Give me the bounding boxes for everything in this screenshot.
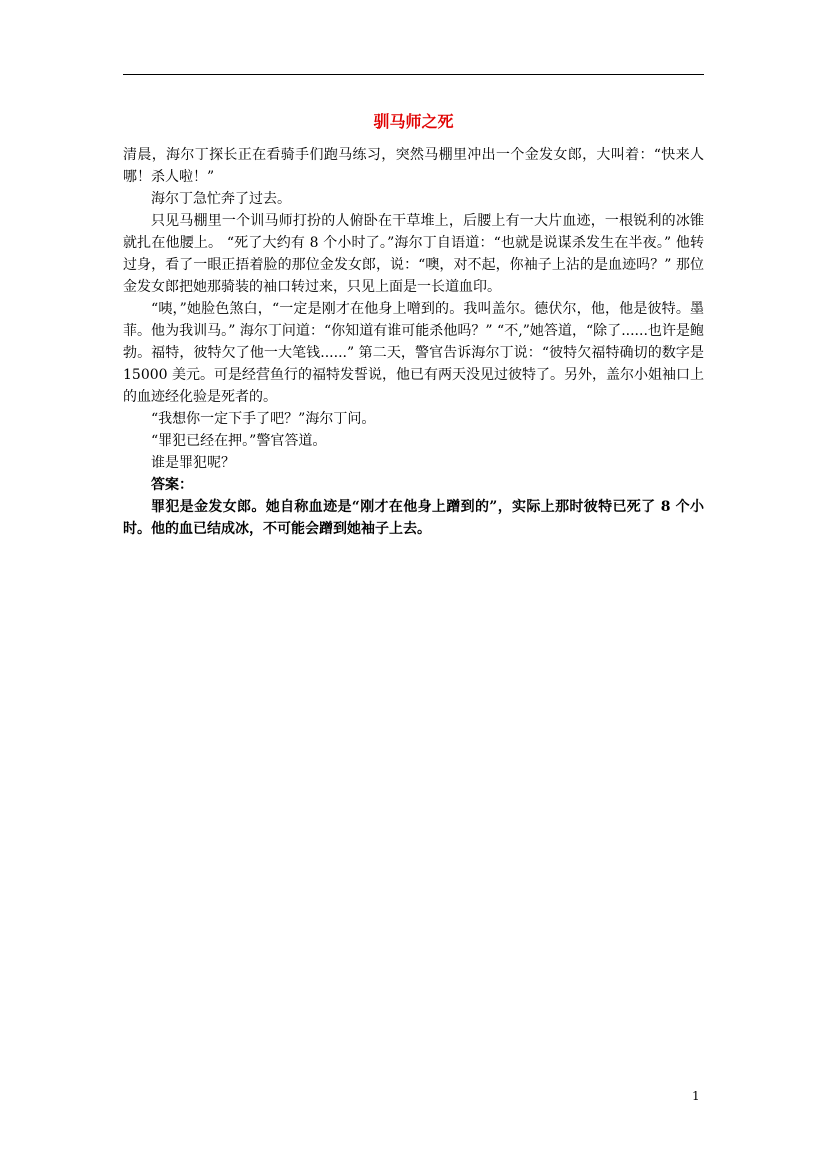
paragraph-5: “我想你一定下手了吧？”海尔丁问。 bbox=[151, 411, 376, 427]
page-number: 1 bbox=[692, 1089, 700, 1103]
page-title: 驯马师之死 bbox=[373, 112, 454, 131]
paragraph-2: 海尔丁急忙奔了过去。 bbox=[151, 191, 291, 207]
paragraph-1: 清晨，海尔丁探长正在看骑手们跑马练习，突然马棚里冲出一个金发女郎，大叫着：“快来人哪！杀人啦！” bbox=[123, 147, 704, 185]
paragraph-4: “咦，”她脸色煞白，“一定是刚才在他身上噌到的。我叫盖尔。德伏尔，他，他是彼特。墨菲。他为我训马。” 海尔丁问道：“你知道有谁可能杀他吗？” “不,”她答道，“除了......也许是鲍勃。福特，彼特欠了他一大笔钱......” 第二天，警官告诉海尔丁说：“彼特欠福特确切的数字是 15000 美元。可是经营鱼行的福特发誓说，他已有两天没见过彼特了。另外，盖尔小姐袖口上的血迹经化验是死者的。 bbox=[123, 301, 704, 405]
header-rule bbox=[123, 74, 704, 75]
document-body bbox=[123, 144, 704, 540]
answer-label: 答案： bbox=[151, 477, 193, 493]
paragraph-6: “罪犯已经在押。”警官答道。 bbox=[151, 433, 327, 449]
question-paragraph: 谁是罪犯呢？ bbox=[151, 455, 235, 471]
answer-text: 罪犯是金发女郎。她自称血迹是“刚才在他身上蹭到的”，实际上那时彼特已死了 8 个小时。他的血已结成冰，不可能会蹭到她袖子上去。 bbox=[123, 499, 704, 537]
paragraph-3: 只见马棚里一个训马师打扮的人俯卧在干草堆上，后腰上有一大片血迹，一根锐利的冰锥就扎在他腰上。 “死了大约有 8 个小时了。”海尔丁自语道：“也就是说谋杀发生在半夜。” 他转过身，看了一眼正捂着脸的那位金发女郎，说：“噢，对不起，你袖子上沾的是血迹吗？” 那位金发女郎把她那骑装的袖口转过来，只见上面是一长道血印。 bbox=[123, 213, 704, 295]
